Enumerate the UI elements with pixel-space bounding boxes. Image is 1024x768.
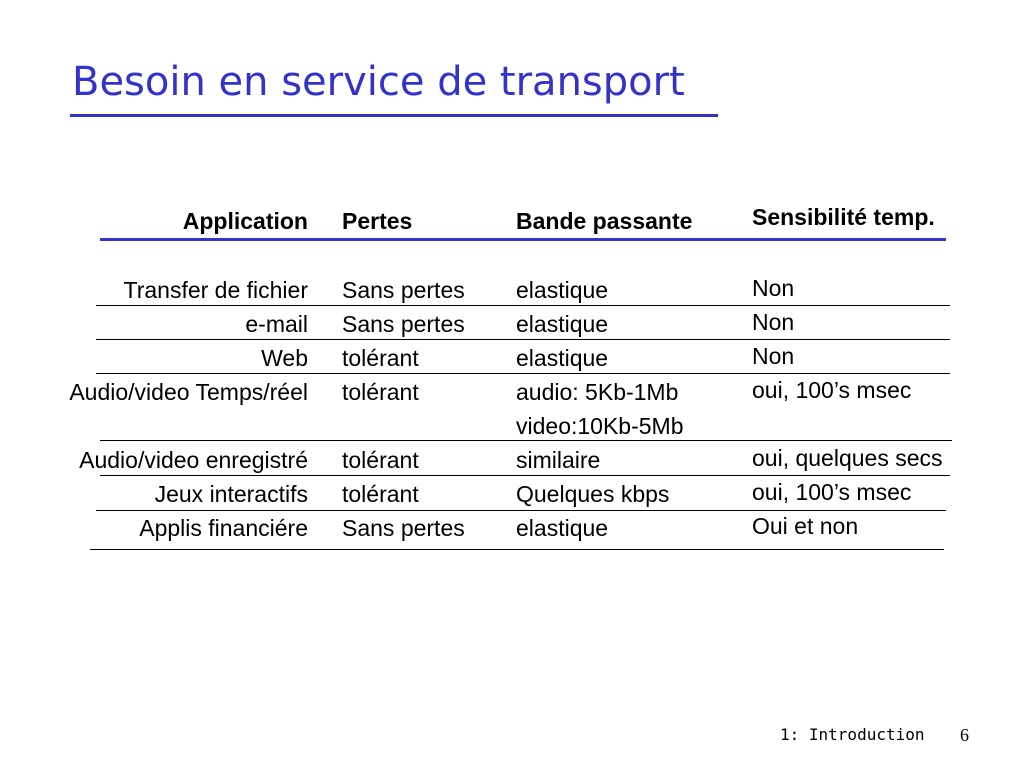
footer-section-label: 1: Introduction <box>780 725 925 744</box>
header-sensibilite: Sensibilité temp. <box>752 204 935 230</box>
cell-bande-passante: similaire <box>516 447 601 473</box>
cell-pertes: tolérant <box>342 379 419 405</box>
header-bande-passante: Bande passante <box>516 208 693 234</box>
row-divider <box>90 549 944 550</box>
cell-sensibilite: Non <box>752 275 795 301</box>
cell-application: Audio/video enregistré <box>79 447 308 473</box>
cell-bande-passante: Quelques kbps <box>516 481 670 507</box>
cell-pertes: Sans pertes <box>342 277 465 303</box>
row-divider <box>100 440 952 441</box>
row-divider <box>100 475 950 476</box>
header-rule <box>100 238 946 241</box>
header-pertes: Pertes <box>342 208 413 234</box>
title-underline <box>70 114 718 117</box>
cell-sensibilite: oui, quelques secs <box>752 445 943 471</box>
cell-application: e-mail <box>245 311 308 337</box>
row-divider <box>96 305 950 306</box>
cell-bande-passante-line2: video:10Kb-5Mb <box>516 413 684 439</box>
page-number: 6 <box>960 725 969 745</box>
cell-sensibilite: Oui et non <box>752 513 859 539</box>
cell-pertes: tolérant <box>342 447 419 473</box>
cell-application: Transfer de fichier <box>123 277 308 303</box>
cell-bande-passante: audio: 5Kb-1Mb <box>516 379 679 405</box>
slide-title: Besoin en service de transport <box>72 59 685 105</box>
row-divider <box>96 339 950 340</box>
cell-application: Audio/video Temps/réel <box>69 379 308 405</box>
cell-sensibilite: Non <box>752 343 795 369</box>
cell-sensibilite: oui, 100’s msec <box>752 377 912 403</box>
cell-bande-passante: elastique <box>516 277 609 303</box>
cell-application: Jeux interactifs <box>154 481 308 507</box>
row-divider <box>96 510 946 511</box>
cell-sensibilite: Non <box>752 309 795 335</box>
row-divider <box>96 373 950 374</box>
cell-bande-passante: elastique <box>516 345 609 371</box>
header-application: Application <box>182 208 308 234</box>
cell-application: Web <box>261 345 308 371</box>
cell-pertes: Sans pertes <box>342 515 465 541</box>
cell-bande-passante: elastique <box>516 515 609 541</box>
cell-application: Applis financiére <box>139 515 308 541</box>
cell-pertes: tolérant <box>342 481 419 507</box>
cell-sensibilite: oui, 100’s msec <box>752 479 912 505</box>
cell-pertes: Sans pertes <box>342 311 465 337</box>
cell-bande-passante: elastique <box>516 311 609 337</box>
cell-pertes: tolérant <box>342 345 419 371</box>
